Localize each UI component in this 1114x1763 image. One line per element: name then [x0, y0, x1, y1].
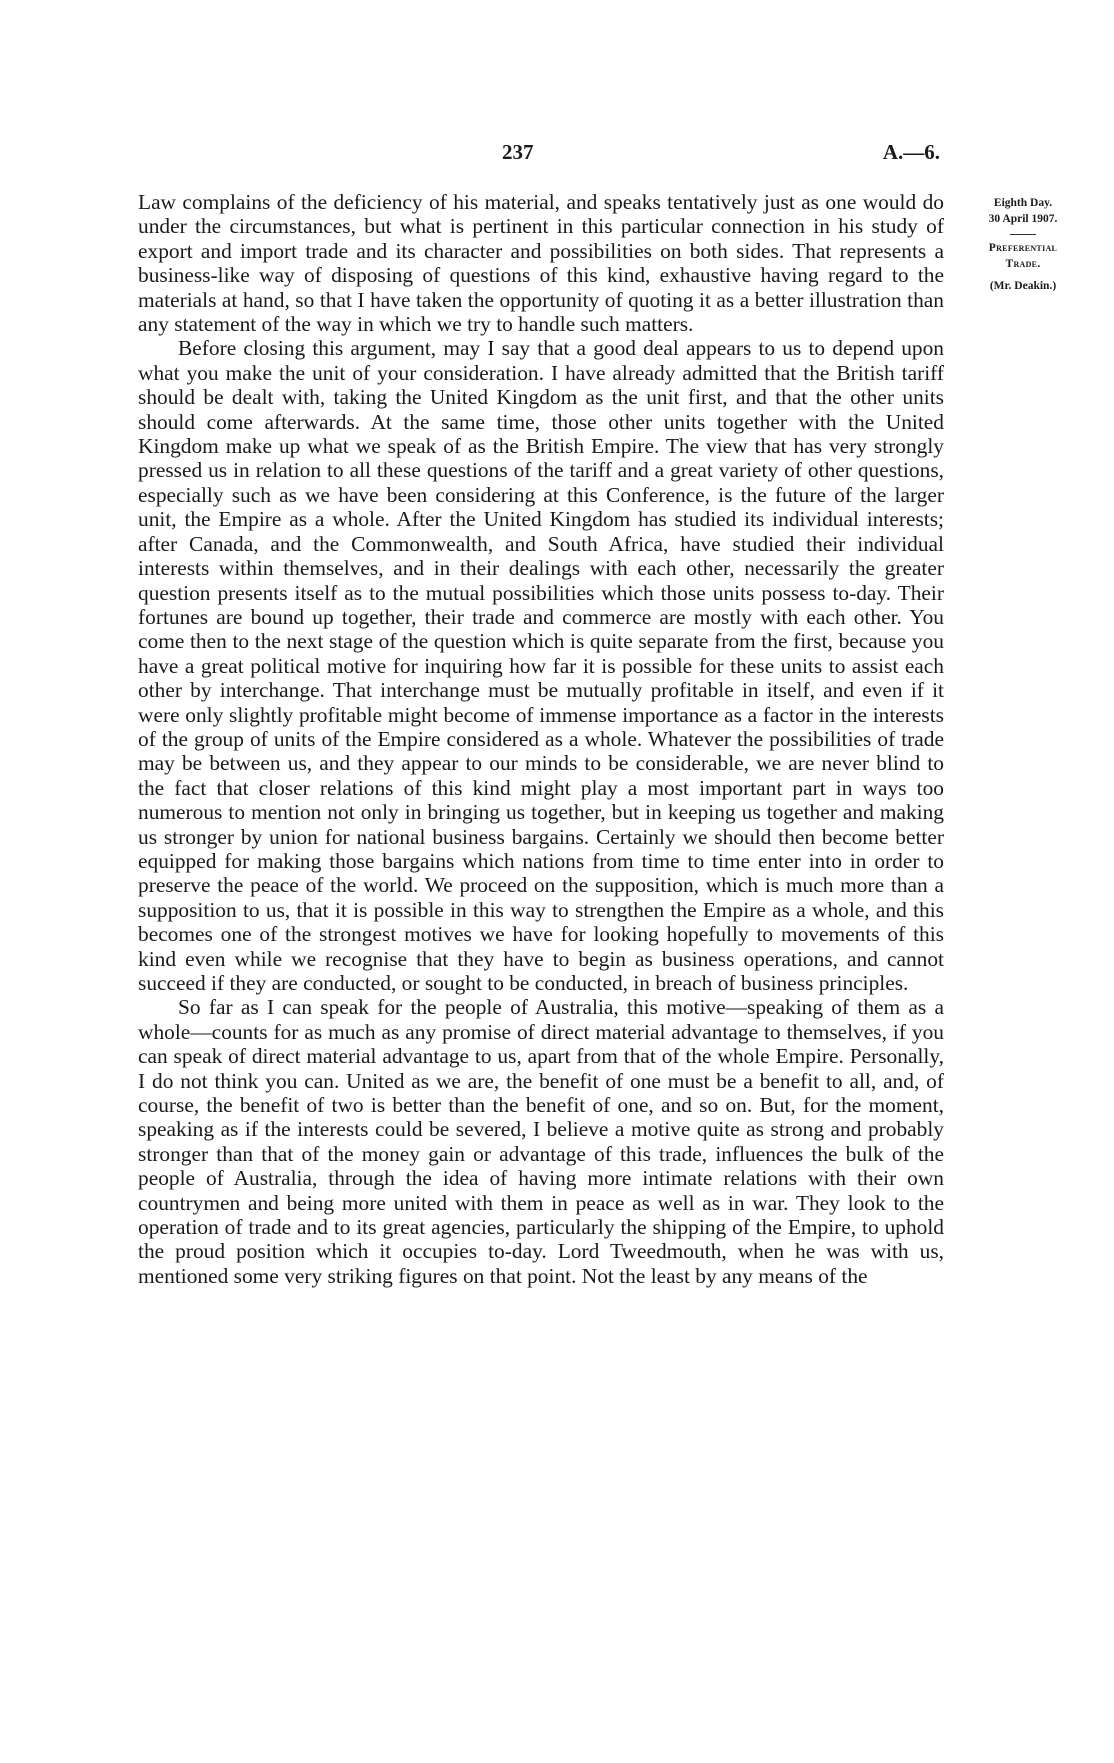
margin-date: 30 April 1907.: [988, 213, 1058, 225]
document-reference: A.—6.: [882, 140, 940, 164]
body-text: [138, 190, 944, 1288]
margin-note: [962, 196, 1084, 295]
margin-topic-line2: Trade.: [1005, 258, 1041, 270]
page-number: 237: [502, 140, 534, 164]
page-header: [140, 140, 940, 170]
margin-speaker: (Mr. Deakin.): [989, 280, 1057, 292]
margin-divider: [1010, 234, 1036, 235]
paragraph-unit-of-consideration: Before closing this argument, may I say that a good deal appears to us to depend upon what you make the unit of your consideration. I have already admitted that the British tariff should be dealt with, taking the United Kingdom as the unit first, and that the other units should come afterwards. At the same time, those other units together with the United Kingdom make up what we speak of as the British Empire. The view that has very strongly pressed us in relation to all these questions of the tariff and a great variety of other questions, especially such as we have been considering at this Conference, is the future of the larger unit, the Empire as a whole. After the United Kingdom has studied its individual interests; after Canada, and the Commonwealth, and South Africa, have studied their individual interests within themselves, and in their dealings with each other, necessarily the greater question presents itself as to the mutual possibilities which those units possess to-day. Their fortunes are bound up together, their trade and commerce are mostly with each other. You come then to the next stage of the question which is quite separate from the first, because you have a great political motive for inquiring how far it is possible for these units to assist each other by interchange. That interchange must be mutually profitable in itself, and even if it were only slightly profitable might become of immense importance as a factor in the interests of the group of units of the Empire considered as a whole. Whatever the possibilities of trade may be between us, and they appear to our minds to be considerable, we are never blind to the fact that closer relations of this kind might play a most important part in ways too numerous to mention not only in bringing us together, but in keeping us together and making us stronger by union for national business bargains. Certainly we should then become better equipped for making those bargains which nations from time to time enter into in order to preserve the peace of the world. We proceed on the supposition, which is much more than a supposition to us, that it is possible in this way to strengthen the Empire as a whole, and this becomes one of the strongest motives we have for looking hopefully to movements of this kind even while we recognise that they have to begin as business operations, and cannot succeed if they are conducted, or sought to be conducted, in breach of business principles.: [138, 336, 944, 995]
paragraph-australia-motive: So far as I can speak for the people of Australia, this motive—speaking of them as a whole—counts for as much as any promise of direct material advantage to themselves, if you can speak of direct material advantage to us, apart from that of the whole Empire. Personally, I do not think you can. United as we are, the benefit of one must be a benefit to all, and, of course, the benefit of two is better than the benefit of one, and so on. But, for the moment, speaking as if the interests could be severed, I believe a motive quite as strong and probably stronger than that of the money gain or advantage of this trade, influences the bulk of the people of Australia, through the idea of having more intimate relations with their own countrymen and being more united with them in peace as well as in war. They look to the operation of trade and to its great agencies, particularly the shipping of the Empire, to uphold the proud position which it occupies to-day. Lord Tweedmouth, when he was with us, mentioned some very striking figures on that point. Not the least by any means of the: [138, 995, 944, 1288]
paragraph-continued: Law complains of the deficiency of his material, and speaks tentatively just as one would do under the circumstances, but what is pertinent in this particular connection in his study of export and import trade and its character and possibilities on both sides. That represents a business-like way of disposing of questions of this kind, exhaustive having regard to the materials at hand, so that I have taken the opportunity of quoting it as a better illustration than any statement of the way in which we try to handle such matters.: [138, 190, 944, 337]
margin-day: Eighth Day.: [993, 197, 1053, 209]
margin-topic-line1: Preferential: [988, 242, 1058, 254]
